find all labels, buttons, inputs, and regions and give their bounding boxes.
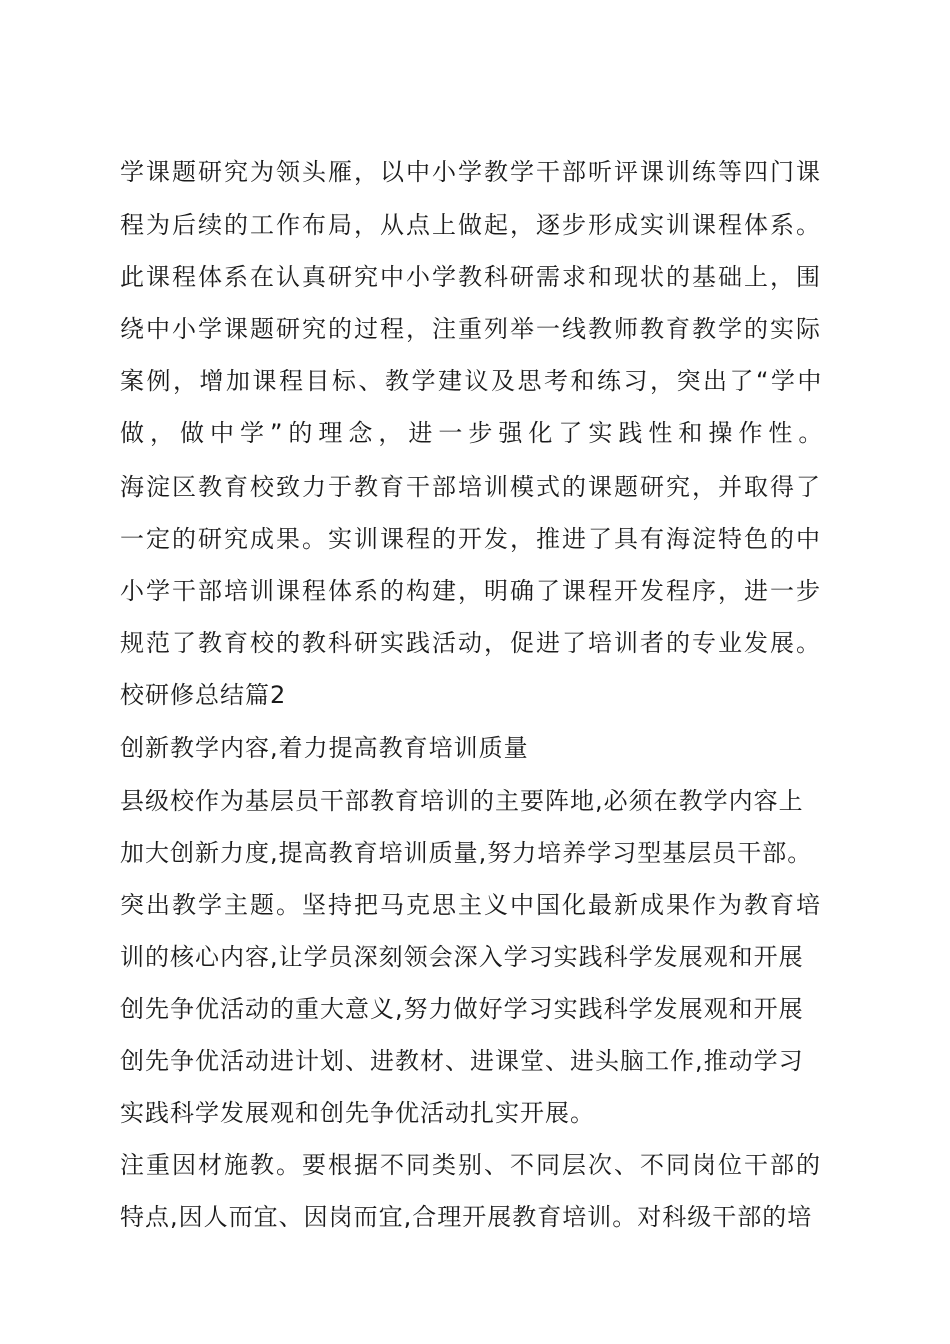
paragraph-line: 加大创新力度,提高教育培训质量,努力培养学习型基层员干部。 (120, 839, 813, 867)
paragraph-line: 海淀区教育校致力于教育干部培训模式的课题研究，并取得了 (120, 473, 822, 501)
paragraph-line: 县级校作为基层员干部教育培训的主要阵地,必须在教学内容上 (120, 787, 804, 815)
paragraph-line: 创先争优活动的重大意义,努力做好学习实践科学发展观和开展 (120, 995, 804, 1023)
paragraph-line: 做，做中学”的理念，进一步强化了实践性和操作性。 (120, 419, 829, 447)
section-heading: 校研修总结篇2 (120, 681, 287, 709)
paragraph-line: 一定的研究成果。实训课程的开发，推进了具有海淀特色的中 (120, 525, 822, 553)
paragraph-line: 创先争优活动进计划、进教材、进课堂、进头脑工作,推动学习 (120, 1047, 804, 1075)
paragraph-line: 训的核心内容,让学员深刻领会深入学习实践科学发展观和开展 (120, 943, 804, 971)
paragraph-line: 案例，增加课程目标、教学建议及思考和练习，突出了“学中 (120, 367, 824, 395)
paragraph-line: 小学干部培训课程体系的构建，明确了课程开发程序，进一步 (120, 577, 822, 605)
paragraph-line: 注重因材施教。要根据不同类别、不同层次、不同岗位干部的 (120, 1151, 822, 1179)
paragraph-line: 突出教学主题。坚持把马克思主义中国化最新成果作为教育培 (120, 891, 822, 919)
paragraph-line: 实践科学发展观和创先争优活动扎实开展。 (120, 1099, 595, 1127)
section-subheading: 创新教学内容,着力提高教育培训质量 (120, 734, 529, 762)
paragraph-line: 特点,因人而宜、因岗而宜,合理开展教育培训。对科级干部的培 (120, 1203, 813, 1231)
paragraph-line: 此课程体系在认真研究中小学教科研需求和现状的基础上，围 (120, 263, 822, 291)
paragraph-line: 学课题研究为领头雁，以中小学教学干部听评课训练等四门课 (120, 158, 822, 186)
paragraph-line: 程为后续的工作布局，从点上做起，逐步形成实训课程体系。 (120, 211, 822, 239)
paragraph-line: 绕中小学课题研究的过程，注重列举一线教师教育教学的实际 (120, 315, 822, 343)
paragraph-line: 规范了教育校的教科研实践活动，促进了培训者的专业发展。 (120, 629, 822, 657)
